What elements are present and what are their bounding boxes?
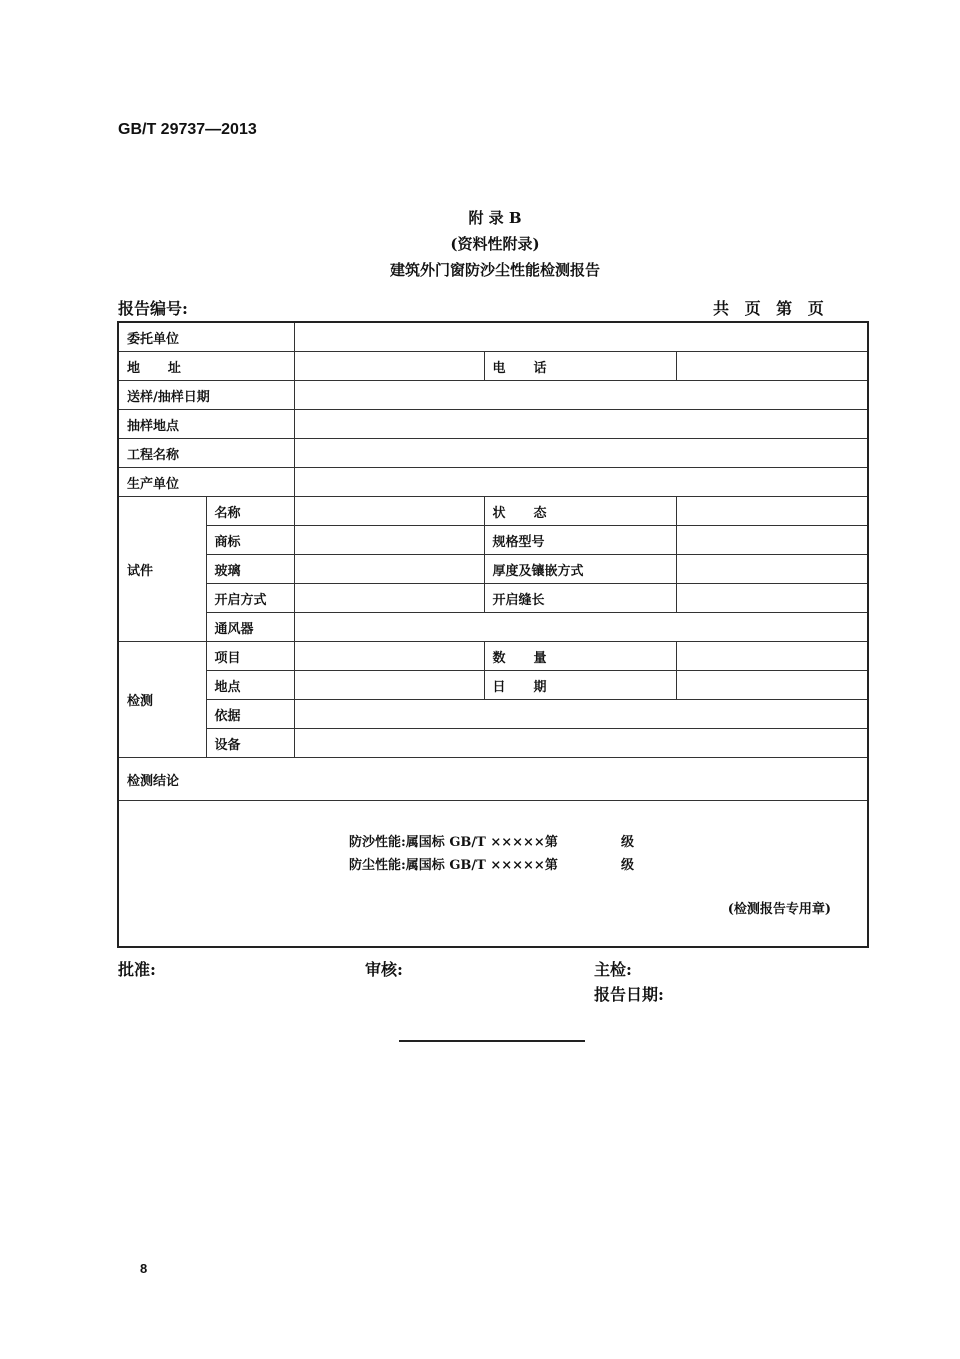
client-label: 委托单位 [118,322,294,352]
test-item-label: 项目 [206,642,294,671]
project-label: 工程名称 [118,439,294,468]
specimen-state-field[interactable] [676,497,868,526]
sample-place-field[interactable] [294,410,868,439]
address-field[interactable] [294,352,484,381]
specimen-name-field[interactable] [294,497,484,526]
test-item-field[interactable] [294,642,484,671]
dust-grade-label: 级 [621,858,635,873]
test-place-field[interactable] [294,671,484,700]
test-group-label: 检测 [118,642,206,758]
chief-inspector-label: 主检: [594,960,632,979]
sample-place-label: 抽样地点 [118,410,294,439]
report-form [117,321,869,948]
address-label: 地 址 [118,352,294,381]
specimen-glass-mount-label: 厚度及镶嵌方式 [484,555,676,584]
specimen-opening-field[interactable] [294,584,484,613]
page-number: 8 [140,1261,148,1276]
end-rule [399,1040,585,1042]
test-date-label: 日 期 [484,671,676,700]
manufacturer-label: 生产单位 [118,468,294,497]
test-equipment-field[interactable] [294,729,868,758]
specimen-model-label: 规格型号 [484,526,676,555]
report-number-label: 报告编号: [118,299,188,318]
specimen-state-label: 状 态 [484,497,676,526]
conclusion-label: 检测结论 [118,758,868,801]
sample-date-label: 送样/抽样日期 [118,381,294,410]
specimen-model-field[interactable] [676,526,868,555]
specimen-glass-field[interactable] [294,555,484,584]
specimen-opening-label: 开启方式 [206,584,294,613]
page-count-label: 共 页 第 页 [713,299,826,318]
dust-performance-line: 防尘性能:属国标 GB/T ×××××第 [349,858,558,873]
report-seal-label: (检测报告专用章) [727,902,832,917]
test-date-field[interactable] [676,671,868,700]
sand-performance-line: 防沙性能:属国标 GB/T ×××××第 [349,835,558,850]
phone-label: 电 话 [484,352,676,381]
specimen-glass-label: 玻璃 [206,555,294,584]
specimen-gap-length-label: 开启缝长 [484,584,676,613]
specimen-glass-mount-field[interactable] [676,555,868,584]
test-equipment-label: 设备 [206,729,294,758]
appendix-type: (资料性附录) [450,235,540,253]
report-date-label: 报告日期: [594,985,664,1004]
sand-grade-label: 级 [621,835,635,850]
specimen-brand-label: 商标 [206,526,294,555]
approver-label: 批准: [118,960,156,979]
project-field[interactable] [294,439,868,468]
test-quantity-field[interactable] [676,642,868,671]
appendix-title: 附 录 B [468,209,522,227]
specimen-gap-length-field[interactable] [676,584,868,613]
test-basis-label: 依据 [206,700,294,729]
report-title: 建筑外门窗防沙尘性能检测报告 [389,261,600,279]
client-field[interactable] [294,322,868,352]
specimen-ventilator-label: 通风器 [206,613,294,642]
sample-date-field[interactable] [294,381,868,410]
test-basis-field[interactable] [294,700,868,729]
test-quantity-label: 数 量 [484,642,676,671]
specimen-group-label: 试件 [118,497,206,642]
conclusion-field[interactable] [118,801,868,948]
specimen-name-label: 名称 [206,497,294,526]
manufacturer-field[interactable] [294,468,868,497]
phone-field[interactable] [676,352,868,381]
standard-code: GB/T 29737—2013 [118,121,257,138]
reviewer-label: 审核: [365,960,403,979]
test-place-label: 地点 [206,671,294,700]
specimen-brand-field[interactable] [294,526,484,555]
specimen-ventilator-field[interactable] [294,613,868,642]
